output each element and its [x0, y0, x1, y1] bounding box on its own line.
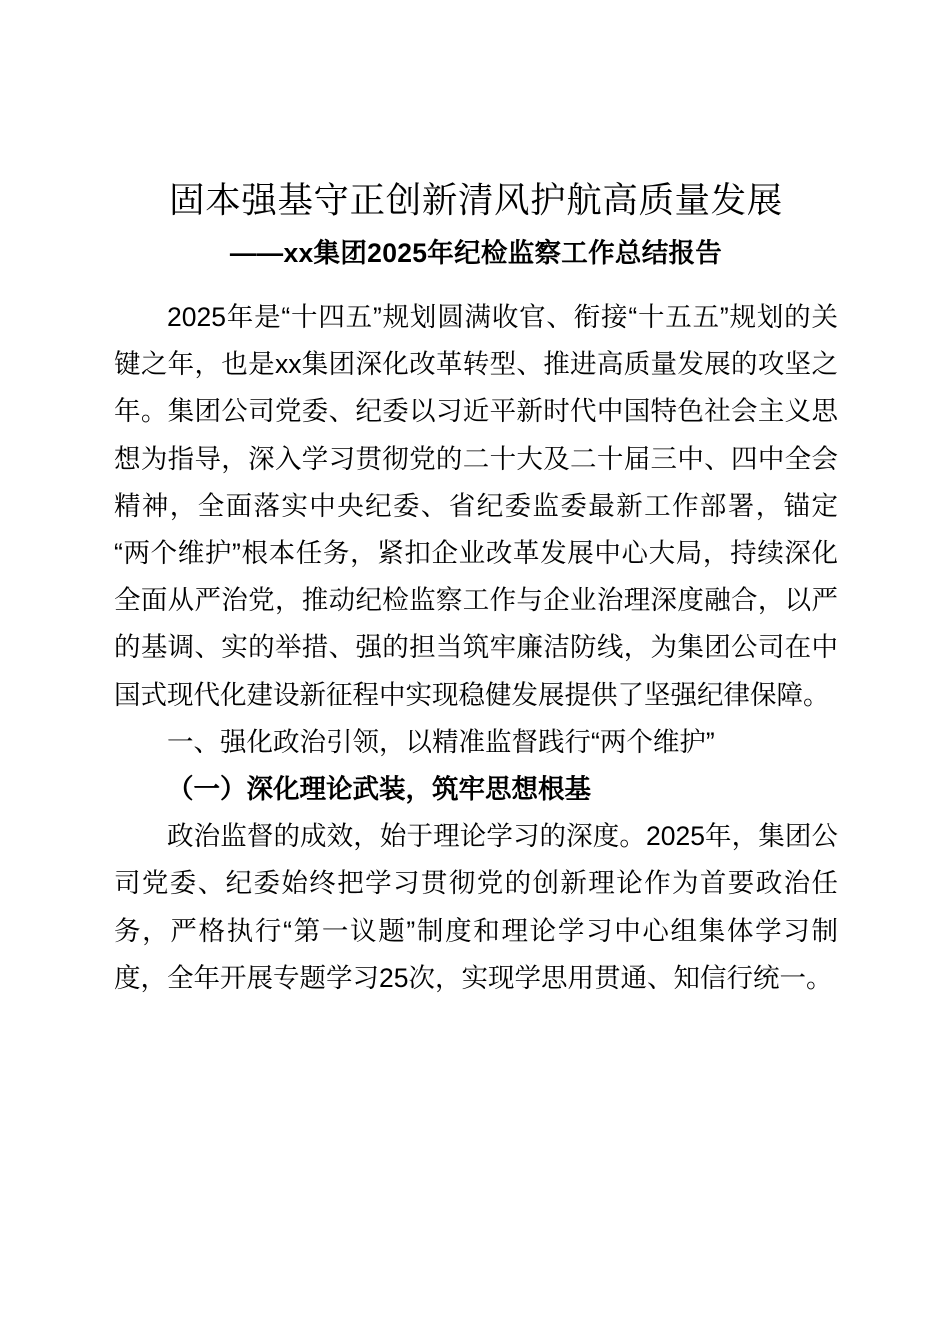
- document-title: 固本强基守正创新清风护航高质量发展: [169, 180, 783, 220]
- document-body: [114, 294, 838, 1002]
- body-paragraph: 2025年是“十四五”规划圆满收官、衔接“十五五”规划的关键之年，也是xx集团深化改革转型、推进高质量发展的攻坚之年。集团公司党委、纪委以习近平新时代中国特色社会主义思想为指导，深入学习贯彻党的二十大及二十届三中、四中全会精神，全面落实中央纪委、省纪委监委最新工作部署，锚定“两个维护”根本任务，紧扣企业改革发展中心大局，持续深化全面从严治党，推动纪检监察工作与企业治理深度融合，以严的基调、实的举措、强的担当筑牢廉洁防线，为集团公司在中国式现代化建设新征程中实现稳健发展提供了坚强纪律保障。: [114, 302, 838, 710]
- body-paragraph: 政治监督的成效，始于理论学习的深度。2025年，集团公司党委、纪委始终把学习贯彻党的创新理论作为首要政治任务，严格执行“第一议题”制度和理论学习中心组集体学习制度，全年开展专题学习25次，实现学思用贯通、知信行统一。: [114, 821, 838, 993]
- document-subtitle: ——xx集团2025年纪检监察工作总结报告: [229, 238, 723, 268]
- section-heading-level-1: 一、强化政治引领，以精准监督践行“两个维护”: [167, 726, 715, 757]
- document-content: [114, 0, 838, 1002]
- section-heading-level-2: （一）深化理论武装，筑牢思想根基: [167, 774, 591, 805]
